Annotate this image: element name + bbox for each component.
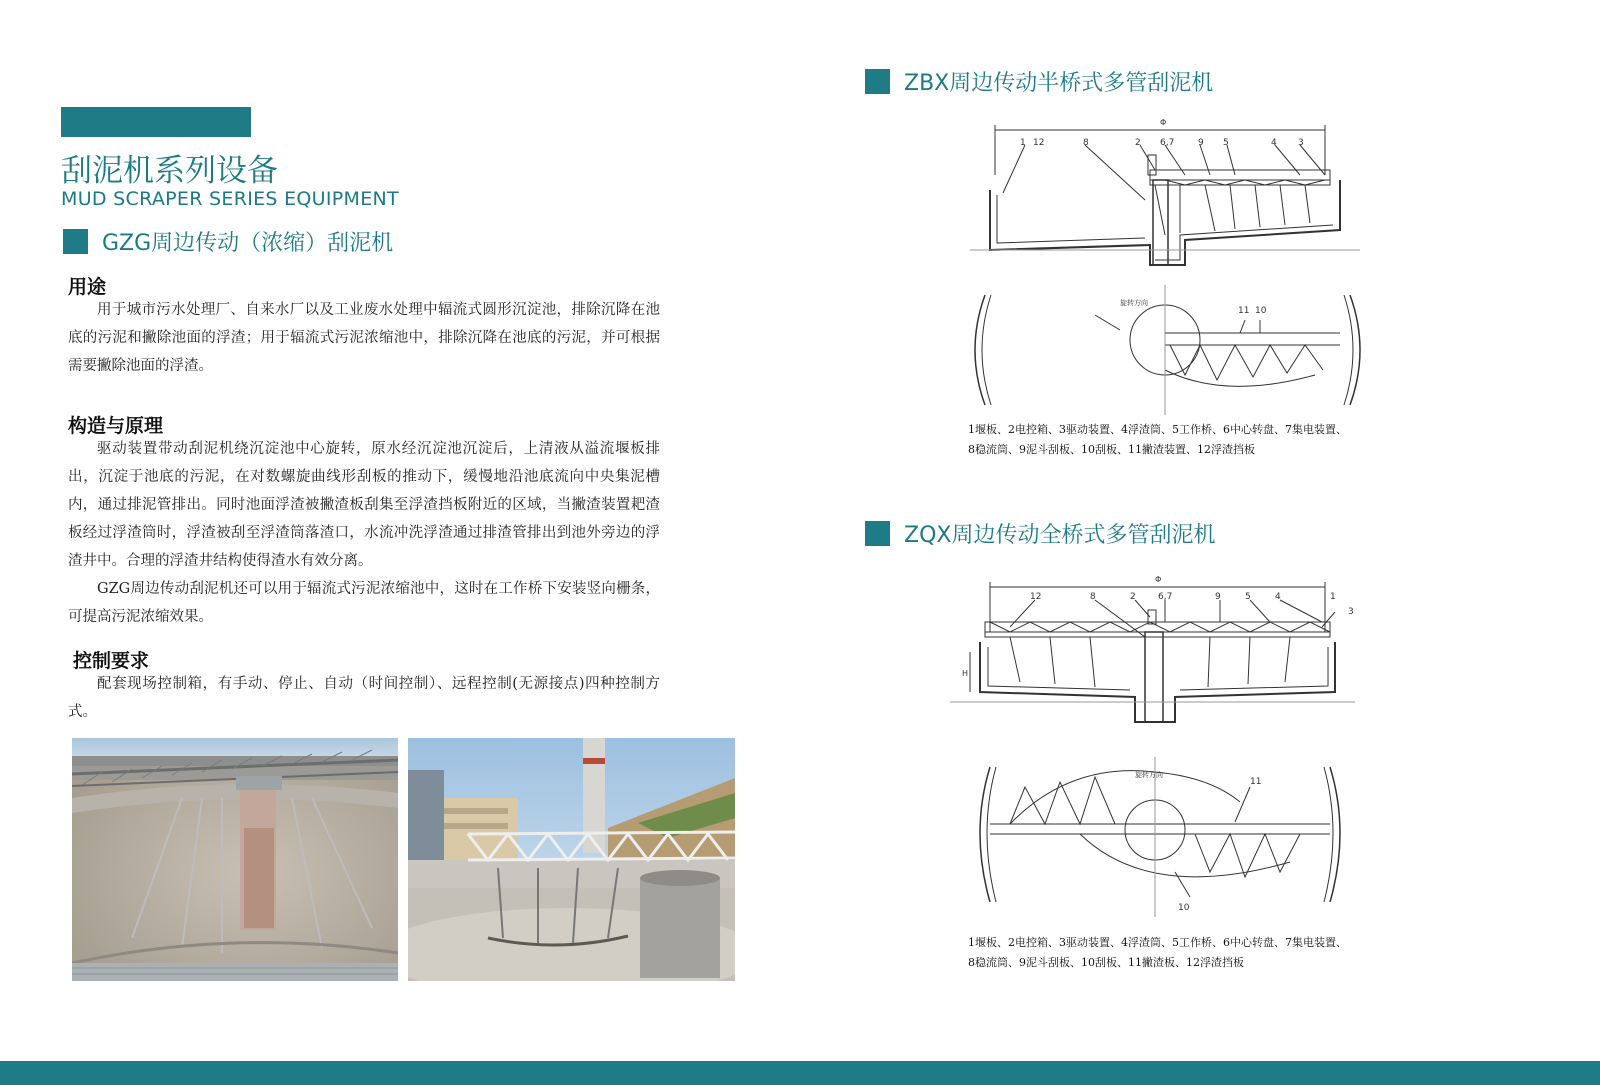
zqx-caption: [968, 933, 1347, 973]
zbx-label-3: 3: [1298, 138, 1304, 148]
section-title-gzg-text: GZG周边传动（浓缩）刮泥机: [102, 231, 394, 256]
usage-paragraph: [68, 296, 660, 380]
zbx-label-12: 12: [1033, 138, 1045, 148]
header-accent-bar: [61, 107, 251, 137]
section-title-gzg: [63, 226, 393, 257]
footer-accent-bar: [0, 1061, 1600, 1085]
zqx-label-9: 9: [1215, 592, 1221, 602]
structure-text-1: 驱动装置带动刮泥机绕沉淀池中心旋转，原水经沉淀池沉淀后，上清液从溢流堰板排出，沉淀于池底的污泥，在对数螺旋曲线形刮板的推动下，缓慢地沿池底流向中央集泥槽内，通过排泥管排出。同时池面浮渣被撇渣板刮集至浮渣挡板附近的区域，当撇渣装置耙渣板经过浮渣筒时，浮渣被刮至浮渣筒落渣口，水流冲洗浮渣通过排渣管排出到池外旁边的浮渣井中。合理的浮渣井结构使得渣水有效分离。: [68, 441, 660, 569]
zbx-caption: [968, 420, 1347, 460]
zbx-caption-line-1: 1堰板、2电控箱、3驱动装置、4浮渣筒、5工作桥、6中心转盘、7集电装置、: [968, 423, 1347, 436]
zqx-rotate-label: 旋转方向: [1135, 771, 1163, 779]
zqx-label-11: 11: [1250, 777, 1262, 787]
zqx-dim-label: Φ: [1155, 575, 1162, 584]
zqx-label-10: 10: [1178, 903, 1190, 913]
zqx-label-67: 6,7: [1158, 592, 1173, 602]
structure-text-2: GZG周边传动刮泥机还可以用于辐流式污泥浓缩池中，这时在工作桥下安装竖向栅条，可提高污泥浓缩效果。: [68, 581, 660, 625]
zqx-label-h: H: [962, 669, 969, 678]
section-title-zqx: [865, 518, 1215, 549]
zqx-caption-line-1: 1堰板、2电控箱、3驱动装置、4浮渣筒、5工作桥、6中心转盘、7集电装置、: [968, 936, 1347, 949]
zbx-rotate-label: 旋转方向: [1120, 299, 1148, 307]
zbx-caption-line-2: 8稳流筒、9泥斗刮板、10刮板、11撇渣装置、12浮渣挡板: [968, 443, 1255, 456]
zqx-label-1: 1: [1330, 592, 1336, 602]
zbx-label-10: 10: [1255, 306, 1267, 316]
zbx-label-67: 6,7: [1160, 138, 1175, 148]
control-heading: 控制要求: [73, 650, 150, 672]
zbx-label-1: 1: [1020, 138, 1026, 148]
diagram-zqx: [950, 572, 1370, 922]
section-title-zqx-text: ZQX周边传动全桥式多管刮泥机: [904, 523, 1216, 548]
structure-heading: 构造与原理: [68, 415, 164, 437]
zbx-label-2: 2: [1135, 138, 1141, 148]
zqx-label-4: 4: [1275, 592, 1281, 602]
zbx-label-4: 4: [1271, 138, 1277, 148]
zbx-label-9: 9: [1198, 138, 1204, 148]
zqx-label-3: 3: [1348, 607, 1354, 617]
control-text: 配套现场控制箱，有手动、停止、自动（时间控制）、远程控制(无源接点)四种控制方式。: [68, 676, 660, 720]
zqx-label-12: 12: [1030, 592, 1042, 602]
usage-heading: 用途: [68, 276, 107, 298]
zqx-label-5: 5: [1245, 592, 1251, 602]
structure-paragraph: [68, 435, 660, 631]
zbx-dim-label: Φ: [1160, 118, 1167, 127]
zbx-label-5: 5: [1223, 138, 1229, 148]
photo-scraper-tank-1: [72, 738, 398, 981]
zbx-label-11: 11: [1238, 306, 1250, 316]
usage-text: 用于城市污水处理厂、自来水厂以及工业废水处理中辐流式圆形沉淀池，排除沉降在池底的污泥和撇除池面的浮渣；用于辐流式污泥浓缩池中，排除沉降在池底的污泥，并可根据需要撇除池面的浮渣。: [68, 302, 660, 374]
section-marker-icon: [865, 69, 890, 94]
zqx-caption-line-2: 8稳流筒、9泥斗刮板、10刮板、11撇渣板、12浮渣挡板: [968, 956, 1244, 969]
zqx-label-8: 8: [1090, 592, 1096, 602]
page-title: 刮泥机系列设备: [61, 153, 278, 189]
zqx-label-2: 2: [1130, 592, 1136, 602]
control-paragraph: [68, 670, 660, 726]
page-subtitle-en: MUD SCRAPER SERIES EQUIPMENT: [61, 188, 399, 210]
photo-scraper-tank-2: [408, 738, 735, 981]
section-marker-icon: [63, 229, 88, 254]
diagram-zbx: [955, 115, 1375, 415]
section-marker-icon: [865, 521, 890, 546]
section-title-zbx: [865, 66, 1213, 97]
section-title-zbx-text: ZBX周边传动半桥式多管刮泥机: [904, 71, 1214, 96]
zbx-label-8: 8: [1083, 138, 1089, 148]
